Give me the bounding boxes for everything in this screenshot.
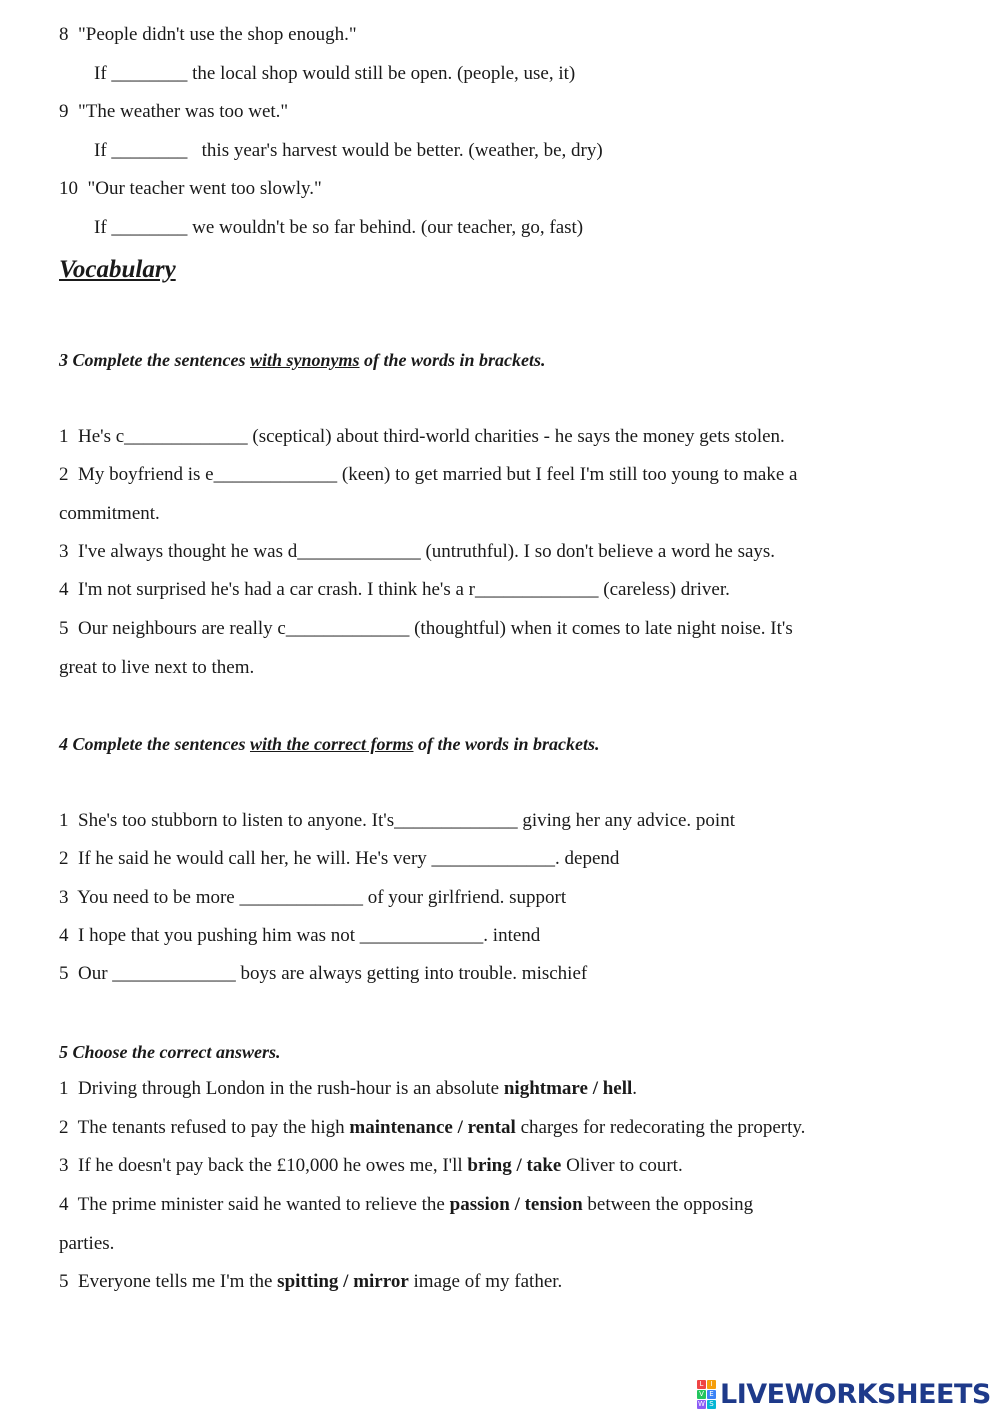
exercise-3-line[interactable]: 2 My boyfriend is e_____________ (keen) to get married but I feel I'm still too young to make a — [59, 464, 798, 485]
instruction-emphasis: with synonyms — [249, 350, 360, 370]
item-text: Oliver to court. — [561, 1155, 683, 1176]
item-text: charges for redecorating the property. — [515, 1117, 806, 1138]
exercise-4-line[interactable]: 2 If he said he would call her, he will. He's very _____________. depend — [59, 848, 620, 869]
if-word: If — [94, 140, 107, 161]
exercise-5-item-continuation — [59, 1232, 114, 1256]
if-word: If — [94, 63, 107, 84]
instruction-text: of the words in brackets. — [359, 350, 546, 370]
exercise-3-line[interactable]: 5 Our neighbours are really c_____________ (thoughtful) when it comes to late night noise. It's — [59, 618, 793, 639]
instruction-text: 3 Complete the sentences — [59, 350, 250, 370]
exercise-3-line[interactable]: 3 I've always thought he was d_____________ (untruthful). I so don't believe a word he says. — [59, 541, 776, 562]
exercise-3-line: commitment. — [59, 503, 160, 524]
logo-tile: E — [707, 1390, 716, 1399]
grammar-item-10-answer — [94, 216, 583, 240]
item-text: 2 The tenants refused to pay the high — [59, 1117, 350, 1138]
answer-blank[interactable]: ________ — [111, 63, 188, 84]
item-text: 4 The prime minister said he wanted to relieve the — [59, 1194, 450, 1215]
grammar-item-10-quote: 10 "Our teacher went too slowly." — [59, 178, 322, 199]
sentence-rest: the local shop would still be open. (people, use, it) — [187, 63, 576, 84]
if-word: If — [94, 217, 107, 238]
exercise-3-line: great to live next to them. — [59, 657, 255, 678]
liveworksheets-logo[interactable] — [697, 1377, 991, 1411]
exercise-4-line[interactable]: 3 You need to be more _____________ of your girlfriend. support — [59, 887, 567, 908]
exercise-3-line[interactable]: 1 He's c_____________ (sceptical) about third-world charities - he says the money gets stolen. — [59, 426, 785, 447]
exercise-5-item[interactable] — [59, 1193, 753, 1217]
exercise-3-instruction — [59, 348, 546, 372]
answer-choices[interactable]: nightmare / hell — [503, 1078, 633, 1099]
instruction-text: of the words in brackets. — [413, 734, 600, 754]
exercise-4-line[interactable]: 4 I hope that you pushing him was not _____________. intend — [59, 925, 541, 946]
sentence-rest: this year's harvest would be better. (weather, be, dry) — [187, 140, 603, 161]
answer-blank[interactable]: ________ — [111, 140, 188, 161]
logo-tile: L — [697, 1380, 706, 1389]
logo-tile: S — [707, 1400, 716, 1409]
logo-tile: I — [707, 1380, 716, 1389]
liveworksheets-logo-icon — [697, 1380, 716, 1409]
answer-choices[interactable]: maintenance / rental — [349, 1117, 516, 1138]
exercise-5-instruction: 5 Choose the correct answers. — [59, 1042, 281, 1062]
logo-tile: V — [697, 1390, 706, 1399]
instruction-text: 4 Complete the sentences — [59, 734, 250, 754]
exercise-5-item[interactable] — [59, 1116, 805, 1140]
item-text: 1 Driving through London in the rush-hour is an absolute — [59, 1078, 504, 1099]
exercise-5-item[interactable] — [59, 1270, 562, 1294]
item-text: image of my father. — [408, 1271, 563, 1292]
instruction-emphasis: with the correct forms — [249, 734, 414, 754]
item-text: . — [632, 1078, 638, 1099]
grammar-item-8-quote: 8 "People didn't use the shop enough." — [59, 24, 357, 45]
answer-blank[interactable]: ________ — [111, 217, 188, 238]
exercise-4-line[interactable]: 1 She's too stubborn to listen to anyone. It's_____________ giving her any advice. point — [59, 810, 735, 831]
answer-choices[interactable]: passion / tension — [449, 1194, 583, 1215]
grammar-item-8-answer — [94, 62, 575, 86]
item-text: between the opposing — [582, 1194, 754, 1215]
grammar-item-9-answer — [94, 139, 603, 163]
logo-tile: W — [698, 1399, 705, 1408]
item-text: parties. — [59, 1233, 115, 1254]
item-text: 3 If he doesn't pay back the £10,000 he owes me, I'll — [59, 1155, 468, 1176]
exercise-4-instruction — [59, 732, 600, 756]
answer-choices[interactable]: bring / take — [467, 1155, 562, 1176]
exercise-3-line[interactable]: 4 I'm not surprised he's had a car crash. I think he's a r_____________ (careless) driver. — [59, 579, 730, 600]
logo-text: LIVEWORKSHEETS — [720, 1378, 991, 1410]
item-text: 5 Everyone tells me I'm the — [59, 1271, 278, 1292]
grammar-item-9-quote: 9 "The weather was too wet." — [59, 101, 289, 122]
answer-choices[interactable]: spitting / mirror — [277, 1271, 409, 1292]
exercise-4-line[interactable]: 5 Our _____________ boys are always getting into trouble. mischief — [59, 963, 588, 984]
exercise-5-item[interactable] — [59, 1154, 683, 1178]
exercise-5-item[interactable] — [59, 1077, 637, 1101]
sentence-rest: we wouldn't be so far behind. (our teacher, go, fast) — [187, 217, 584, 238]
section-heading-vocabulary: Vocabulary — [59, 256, 176, 283]
